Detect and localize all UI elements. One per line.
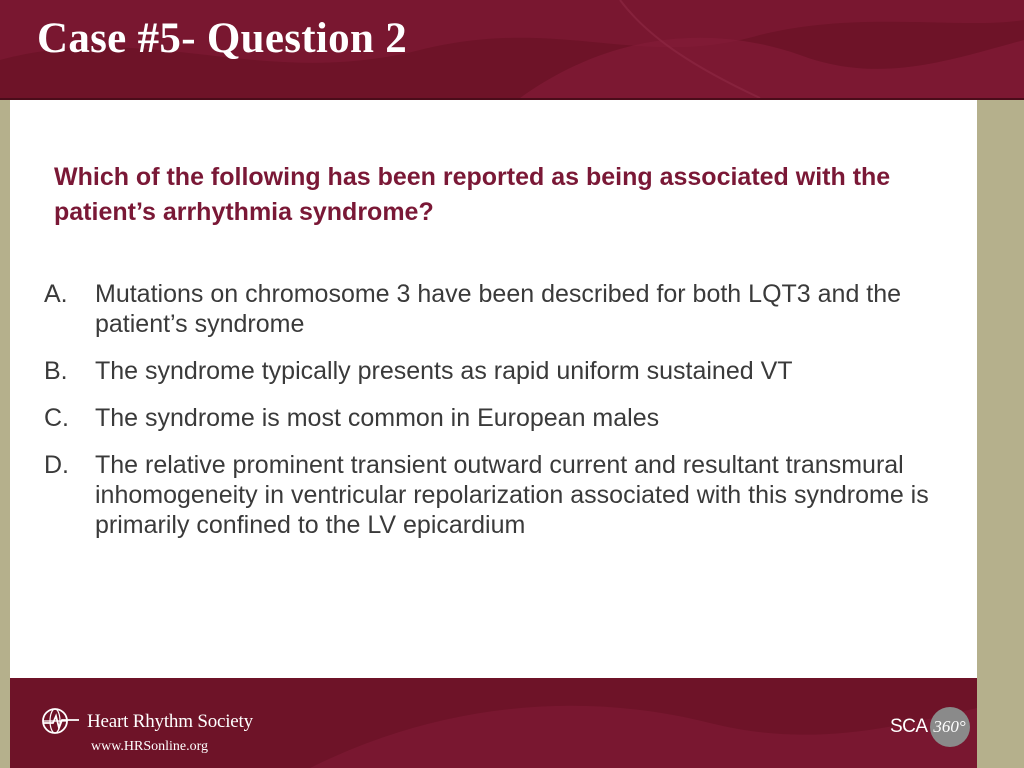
option-a <box>44 279 944 339</box>
sca-circle-icon <box>930 707 970 747</box>
org-name: Heart Rhythm Society <box>87 711 253 732</box>
globe-heart-icon <box>41 706 81 738</box>
option-text: Mutations on chromosome 3 have been described for both LQT3 and the patient’s syndrome <box>95 280 902 338</box>
slide-title: Case #5- Question 2 <box>37 15 408 62</box>
sca-label: SCA <box>890 716 928 737</box>
sca-360-badge <box>890 707 970 747</box>
org-url: www.HRSonline.org <box>91 739 209 754</box>
option-c <box>44 403 944 433</box>
hrs-logo <box>41 706 253 738</box>
option-text: The relative prominent transient outward current and resultant transmural inhomogeneity in ventricular repolarization associated with this syndrome is primarily confined to the LV epicardium <box>95 451 929 539</box>
slide-header <box>0 0 1024 98</box>
option-b <box>44 356 944 386</box>
option-letter: A. <box>44 280 68 308</box>
option-letter: C. <box>44 404 69 432</box>
option-text: The syndrome is most common in European males <box>95 404 660 432</box>
option-letter: D. <box>44 451 69 479</box>
question-text: Which of the following has been reported as being associated with the patient’s arrhythmia syndrome? <box>54 163 891 226</box>
option-d <box>44 450 944 540</box>
option-letter: B. <box>44 357 68 385</box>
answer-options <box>44 279 944 557</box>
option-text: The syndrome typically presents as rapid uniform sustained VT <box>95 357 793 385</box>
sca-number: 360° <box>933 717 966 736</box>
